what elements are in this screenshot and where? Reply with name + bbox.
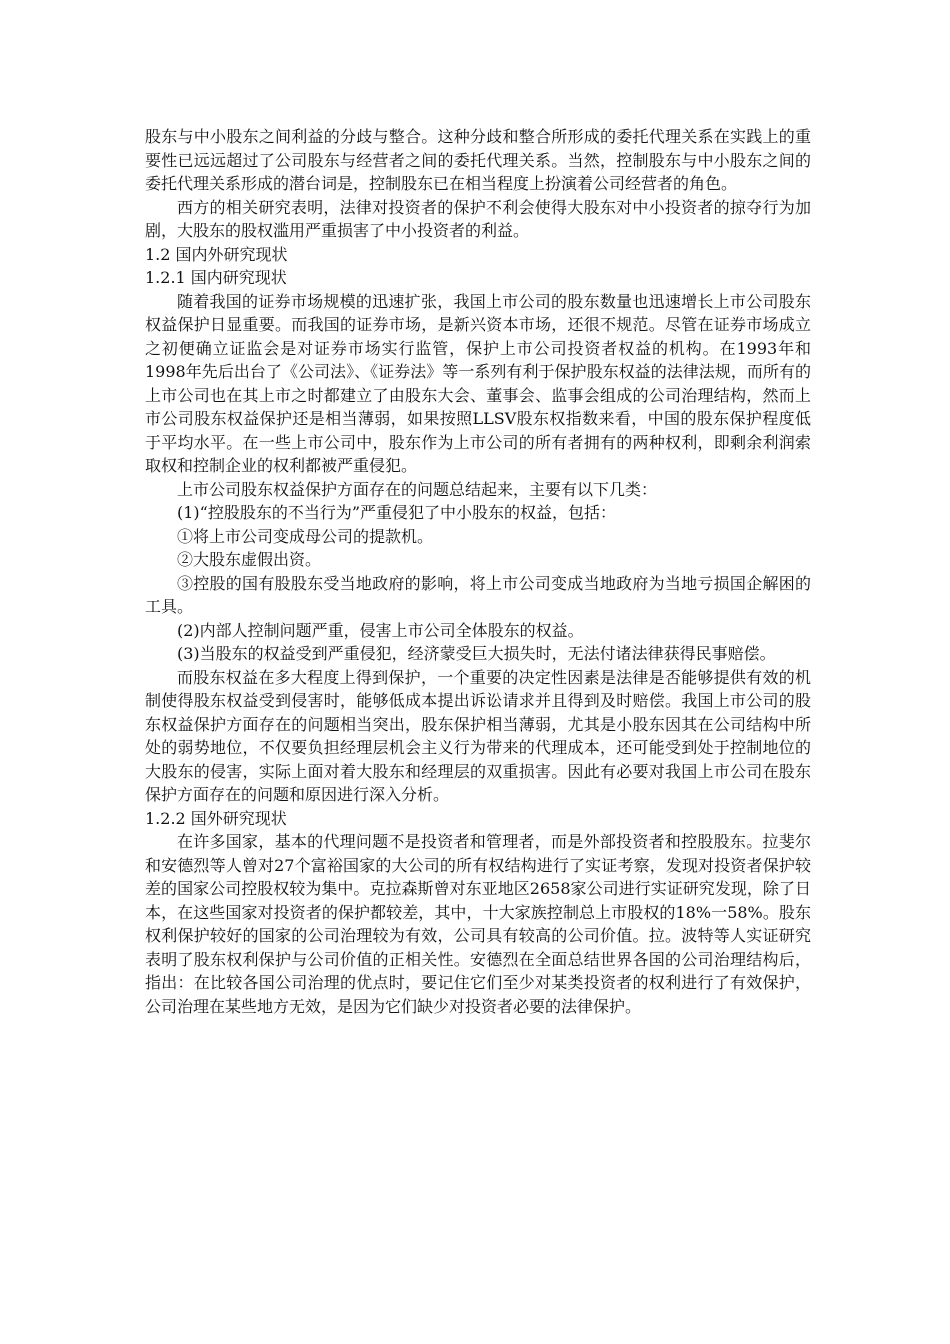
- list-item-3: (3)当股东的权益受到严重侵犯，经济蒙受巨大损失时，无法付诸法律获得民事赔偿。: [177, 644, 776, 663]
- list-subitem-3: ③控股的国有股股东受当地政府的影响，将上市公司变成当地政府为当地亏损国企解困的工具。: [145, 573, 811, 616]
- list-item-2: (2)内部人控制问题严重，侵害上市公司全体股东的权益。: [177, 620, 584, 640]
- paragraph-5: 而股东权益在多大程度上得到保护，一个重要的决定性因素是法律是否能够提供有效的机制使得股东权益受到侵害时，能够低成本提出诉讼请求并且得到及时赔偿。我国上市公司的股东权益保护方面存在的问题相当突出，股东保护相当薄弱，尤其是小股东因其在公司结构中所处的弱势地位，不仅要负担经理层机会主义行为带来的代理成本，还可能受到处于控制地位的大股东的侵害，实际上面对着大股东和经理层的双重损害。因此有必要对我国上市公司在股东保护方面存在的问题和原因进行深入分析。: [145, 667, 811, 804]
- paragraph-2: 西方的相关研究表明，法律对投资者的保护不利会使得大股东对中小投资者的掠夺行为加剧，大股东的股权滥用严重损害了中小投资者的利益。: [145, 197, 811, 240]
- section-heading-1-2-2: 1.2.2 国外研究现状: [145, 808, 287, 828]
- document-body: [145, 125, 811, 1018]
- section-heading-1-2-1: 1.2.1 国内研究现状: [145, 268, 287, 287]
- list-subitem-2: ②大股东虚假出资。: [177, 550, 322, 569]
- section-heading-1-2: 1.2 国内外研究现状: [145, 244, 288, 264]
- list-subitem-1: ①将上市公司变成母公司的提款机。: [177, 526, 434, 546]
- list-item-1: (1)“控股股东的不当行为”严重侵犯了中小股东的权益，包括：: [177, 503, 617, 522]
- paragraph-4: 上市公司股东权益保护方面存在的问题总结起来，主要有以下几类：: [177, 479, 658, 499]
- paragraph-6: 在许多国家，基本的代理问题不是投资者和管理者，而是外部投资者和控股股东。拉斐尔和安德烈等人曾对27个富裕国家的大公司的所有权结构进行了实证考察，发现对投资者保护较差的国家公司控股权较为集中。克拉森斯曾对东亚地区2658家公司进行实证研究发现，除了日本，在这些国家对投资者的保护都较差，其中，十大家族控制总上市股权的18%一58%。股东权利保护较好的国家的公司治理较为有效，公司具有较高的公司价值。拉。波特等人实证研究表明了股东权利保护与公司价值的正相关性。安德烈在全面总结世界各国的公司治理结构后，指出：在比较各国公司治理的优点时，要记住它们至少对某类投资者的权利进行了有效保护，公司治理在某些地方无效，是因为它们缺少对投资者必要的法律保护。: [145, 832, 811, 1016]
- paragraph-3: 随着我国的证券市场规模的迅速扩张，我国上市公司的股东数量也迅速增长上市公司股东权益保护日显重要。而我国的证券市场，是新兴资本市场，还很不规范。尽管在证券市场成立之初便确立证监会是对证券市场实行监管，保护上市公司投资者权益的机构。在1993年和1998年先后出台了《公司法》、《证券法》等一系列有利于保护股东权益的法律法规，而所有的上市公司也在其上市之时都建立了由股东大会、董事会、监事会组成的公司治理结构，然而上市公司股东权益保护还是相当薄弱，如果按照LLSV股东权指数来看，中国的股东保护程度低于平均水平。在一些上市公司中，股东作为上市公司的所有者拥有的两种权利，即剩余利润索取权和控制企业的权利都被严重侵犯。: [145, 291, 811, 475]
- paragraph-1: 股东与中小股东之间利益的分歧与整合。这种分歧和整合所形成的委托代理关系在实践上的重要性已远远超过了公司股东与经营者之间的委托代理关系。当然，控制股东与中小股东之间的委托代理关系形成的潜台词是，控制股东已在相当程度上扮演着公司经营者的角色。: [145, 127, 811, 193]
